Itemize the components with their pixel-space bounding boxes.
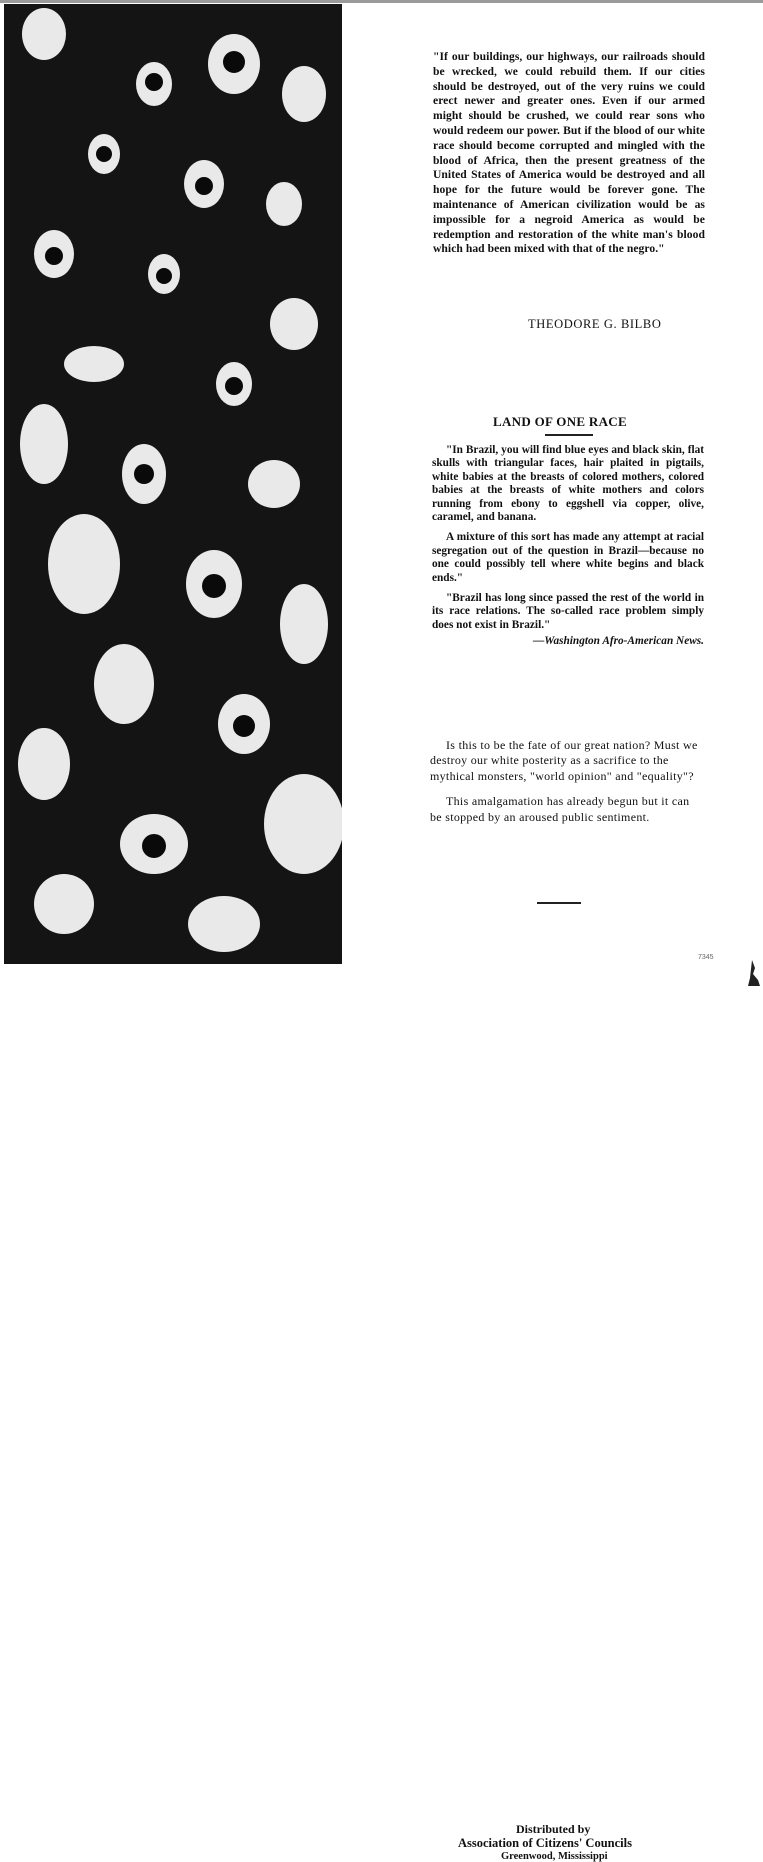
article-paragraph: "In Brazil, you will find blue eyes and black skin, flat skulls with triangular faces, hair plaited in pigtails, white babies at the breasts of colored mothers, colored babies at the breasts of white mothers and colors running from ebony to eggshell via copper, olive, caramel, and banana. (432, 444, 704, 524)
ink-mark (748, 960, 760, 986)
distributed-by-label: Distributed by (516, 1822, 591, 1836)
section-heading: LAND OF ONE RACE (493, 414, 627, 429)
article-paragraph: "Brazil has long since passed the rest of the world in its race relations. The so-called race problem simply does not exist in Brazil." (432, 592, 704, 631)
organization-name: Association of Citizens' Councils (458, 1836, 632, 1850)
quote-attribution: THEODORE G. BILBO (528, 317, 662, 331)
bilbo-quote: "If our buildings, our highways, our railroads should be wrecked, we could rebuild them. If our cities should be destroyed, out of the very ruins we could erect newer and greater ones. Even if our armed might should be crushed, we could rear sons who would redeem our power. But if the blood of our white race should become corrupted and mingled with the blood of Africa, then the present greatness of the United States of America would be destroyed and all hope for the future would be forever gone. The maintenance of American civilization would be as impossible for a negroid America as would be redemption and restoration of the white man's blood which had been mixed with that of the negro." (433, 50, 705, 256)
article-paragraph: A mixture of this sort has made any attempt at racial segregation out of the question in Brazil—because no one could possibly tell where white begins and black ends." (432, 531, 704, 584)
print-code: 7345 (698, 954, 714, 961)
organization-location: Greenwood, Mississippi (501, 1851, 608, 1862)
heading-rule (545, 434, 593, 436)
article-source: —Washington Afro-American News. (532, 635, 704, 648)
distribution-rule (537, 902, 581, 904)
brazil-article (432, 444, 704, 649)
closing-text (430, 738, 702, 835)
closing-paragraph: Is this to be the fate of our great nation? Must we destroy our white posterity as a sacrifice to the mythical monsters, "world opinion" and "equality"? (430, 738, 698, 783)
closing-paragraph: This amalgamation has already begun but it can be stopped by an aroused public sentiment. (430, 794, 690, 824)
top-border-line (0, 0, 763, 3)
crowd-photograph (4, 4, 342, 964)
